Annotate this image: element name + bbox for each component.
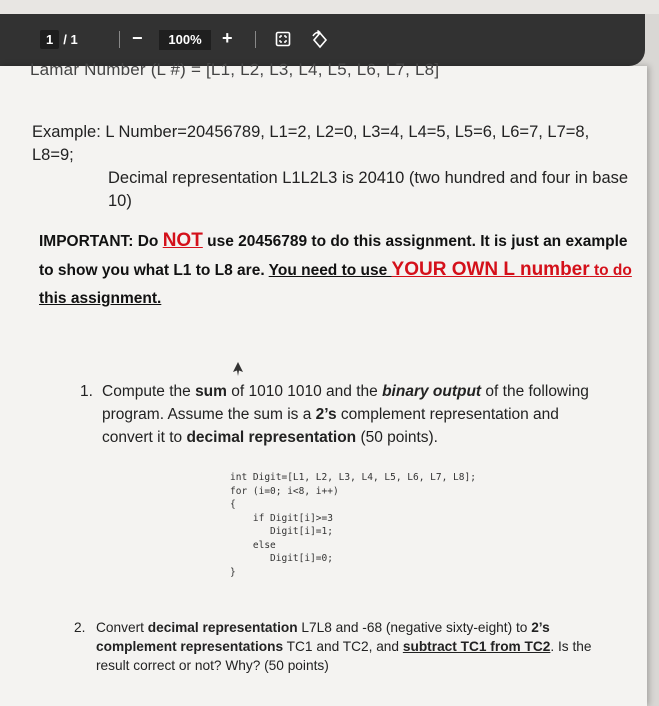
document-page: [0, 60, 647, 706]
example-line-1: Example: L Number=20456789, L1=2, L2=0, L3=4, L4=5, L5=6, L6=7, L7=8, L8=9;: [32, 123, 590, 164]
zoom-level-input[interactable]: 100%: [159, 30, 211, 50]
question-2-text: Convert decimal representation L7L8 and -68 (negative sixty-eight) to 2’s complement representations TC1 and TC2, and subtract TC1 from TC2. Is the result correct or not? Why? (50 points): [96, 620, 592, 673]
question-2: [74, 618, 599, 675]
zoom-in-button[interactable]: +: [222, 28, 233, 48]
page-number-input[interactable]: 1: [40, 30, 59, 49]
code-snippet: int Digit=[L1, L2, L3, L4, L5, L6, L7, L8]; for (i=0; i<8, i++) { if Digit[i]>=3 Digit[i]=1; else Digit[i]=0; }: [230, 472, 476, 578]
example-paragraph: [32, 121, 632, 213]
question-1: [80, 380, 610, 449]
question-1-text: Compute the sum of 1010 1010 and the binary output of the following program. Assume the sum is a 2’s complement representation and convert it to decimal representation (50 points).: [102, 383, 589, 446]
not-emphasis: NOT: [162, 230, 203, 251]
page-total: / 1: [63, 32, 78, 47]
toolbar-divider: [119, 31, 120, 48]
rotate-icon[interactable]: [310, 30, 330, 50]
fit-page-icon[interactable]: [275, 31, 291, 47]
example-line-2: Decimal representation L1L2L3 is 20410 (two hundred and four in base: [108, 169, 629, 187]
page-indicator: [40, 30, 78, 49]
question-1-number: 1.: [80, 383, 93, 400]
zoom-out-button[interactable]: −: [132, 28, 143, 48]
lamar-number-definition: Lamar Number (L #) = [L1, L2, L3, L4, L5, L6, L7, L8]: [30, 60, 440, 79]
your-own-emphasis: YOUR OWN L number: [391, 259, 590, 280]
example-line-3: 10): [108, 192, 132, 210]
window-top-strip: [0, 0, 659, 14]
question-2-number: 2.: [74, 620, 86, 635]
mouse-cursor-icon: [232, 362, 244, 376]
important-notice: IMPORTANT: Do NOT use 20456789 to do this assignment. It is just an example to show you what L1 to L8 are. You need to use YOUR OWN L number to do this assignment.: [39, 230, 632, 307]
toolbar-divider: [255, 31, 256, 48]
